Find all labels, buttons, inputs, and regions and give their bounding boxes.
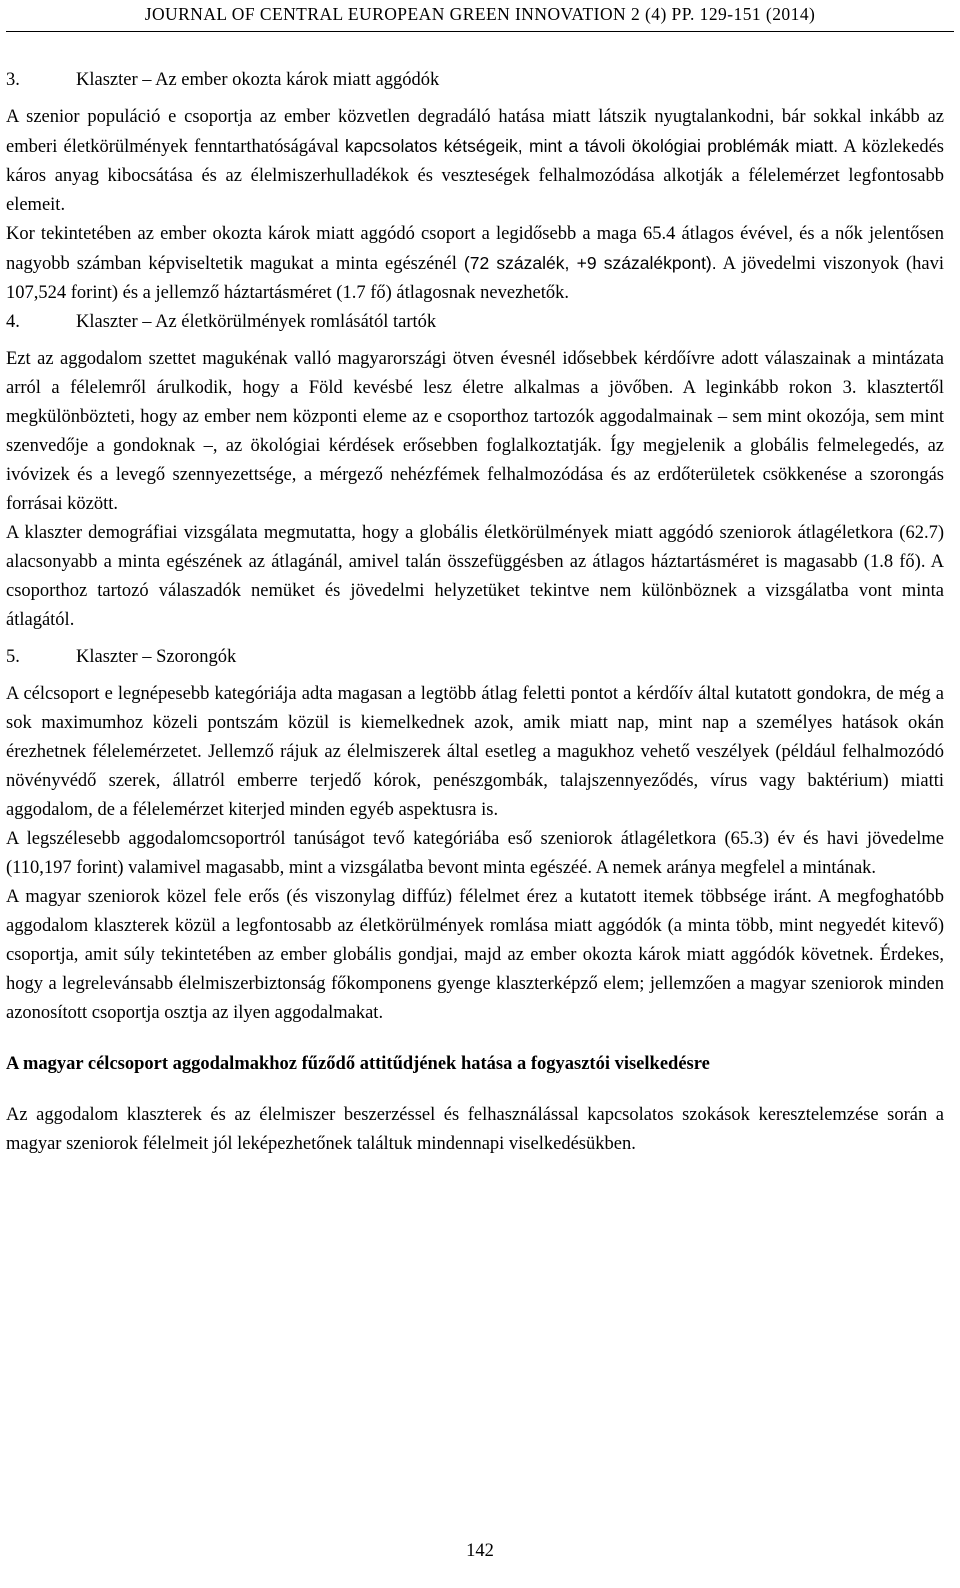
- cluster-3-heading: [6, 66, 944, 95]
- cluster-4-title: Klaszter – Az életkörülmények romlásától tartók: [76, 312, 437, 332]
- cluster-3-p1-sans: kapcsolatos kétségeik, mint a távoli ökológiai problémák miatt.: [345, 136, 839, 156]
- cluster-5-heading: [6, 643, 944, 672]
- page-number: 142: [466, 1541, 494, 1561]
- section-title: A magyar célcsoport aggodalmakhoz fűződő attitűdjének hatása a fogyasztói viselkedésre: [6, 1054, 710, 1074]
- cluster-4-number: 4.: [6, 312, 20, 332]
- cluster-5-paragraph-2: A legszélesebb aggodalomcsoportról tanúságot tevő kategóriába eső szeniorok átlagéletkora (65.3) év és havi jövedelme (110,197 forint) valamivel magasabb, mint a vizsgálatba bevont minta egészéé. A nemek aránya megfelel a mintának.: [6, 829, 944, 878]
- cluster-3-p1-rest: A közlekedés káros anyag kibocsátása és az élelmiszerhulladékok és veszteségek felhalmozódása alkotják a félelemérzet legfontosabb elemeit.: [6, 137, 944, 215]
- cluster-5-paragraph-1: A célcsoport e legnépesebb kategóriája adta magasan a legtöbb átlag feletti pontot a kérdőív által kutatott gondokra, de még a sok maximumhoz közeli pontszám közül is kiemelkednek azok, amik miatt nap, mint nap a személyes hatások okán érezhetnek félelemérzetet. Jellemző rájuk az élelmiszerek által esetleg a magukhoz vehető veszélyek (például felhalmozódó növényvédő szerek, állatról emberre terjedő kórok, penészgombák, talajszennyeződés, vírus vagy baktérium) miatti aggodalom, de a félelemérzet kiterjed minden egyéb aspektusra is.: [6, 684, 944, 820]
- cluster-5-number: 5.: [6, 647, 20, 667]
- cluster-4-heading: [6, 308, 944, 337]
- cluster-3-p2-serif-a: Kor tekintetében az ember okozta károk miatt aggódó csoport a legidősebb a maga 65.4 átlagos évével, és a nők jelentősen nagyobb számban képviseltetik magukat a minta egészénél: [6, 224, 944, 274]
- cluster-5-paragraph-3: A magyar szeniorok közel fele erős (és viszonylag diffúz) félelmet érez a kutatott itemek többsége iránt. A megfoghatóbb aggodalom klaszterek közül a legfontosabb az életkörülmények romlása miatt aggódók (a minta több, mint negyedét kitevő) csoportja, amit súly tekintetében az ember globális gondjai, majd az ember okozta károk miatt aggódók követnek. Érdekes, hogy a legrelevánsabb élelmiszerbiztonság főkomponens gyenge klaszterképző elem; jellemzően a magyar szeniorok minden azonosított csoportja osztja az ilyen aggodalmakat.: [6, 887, 944, 1023]
- cluster-3-p2-sans: (72 százalék, +9 százalékpont).: [463, 253, 717, 273]
- running-header: JOURNAL OF CENTRAL EUROPEAN GREEN INNOVATION 2 (4) PP. 129-151 (2014): [144, 4, 816, 24]
- cluster-3-p1-serif: A szenior populáció e csoportja az ember közvetlen degradáló hatása miatt látszik nyugtalankodni, bár sokkal inkább az emberi életkörülmények fenntarthatóságával: [6, 107, 944, 157]
- cluster-3-title: Klaszter – Az ember okozta károk miatt aggódók: [76, 70, 440, 90]
- cluster-3-number: 3.: [6, 70, 20, 90]
- cluster-3-paragraph-1: [6, 103, 944, 220]
- cluster-4-paragraph-2: A klaszter demográfiai vizsgálata megmutatta, hogy a globális életkörülmények miatt aggódó szeniorok átlagéletkora (62.7) alacsonyabb a minta egészének az átlagánál, amivel talán összefüggésben az átlagos háztartásméret is magasabb (1.8 fő). A csoporthoz tartozó válaszadók nemüket és jövedelmi helyzetüket tekintve nem különböznek a vizsgálatba vont minta átlagától.: [6, 523, 944, 630]
- cluster-5-title: Klaszter – Szorongók: [76, 647, 237, 667]
- cluster-3-paragraph-2: [6, 220, 944, 308]
- header-rule: [6, 31, 954, 32]
- page-body: [6, 66, 944, 1159]
- cluster-4-paragraph-1: Ezt az aggodalom szettet magukénak valló magyarországi ötven évesnél idősebbek kérdőívre adott válaszainak a mintázata arról a félelemről árulkodik, hogy a Föld kevésbé lesz életre alkalmas a jövőben. A leginkább rokon 3. klasztertől megkülönbözteti, hogy az ember nem központi eleme az e csoporthoz tartozók aggodalmainak – sem mint okozója, sem mint szenvedője a gondoknak –, az ökológiai kérdések erősebben foglalkoztatják. Így megjelenik a globális felmelegedés, az ivóvizek és a levegő szennyezettsége, a mérgező nehézfémek felhalmozódása és az erdőterületek csökkenése a szorongás forrásai között.: [6, 349, 944, 514]
- section-paragraph-1: Az aggodalom klaszterek és az élelmiszer beszerzéssel és felhasználással kapcsolatos szokások keresztelemzése során a magyar szeniorok félelmeit jól leképezhetőnek találtuk mindennapi viselkedésükben.: [6, 1105, 944, 1154]
- cluster-3-p2-serif-b: A jövedelmi viszonyok (havi 107,524 forint) és a jellemző háztartásméret (1.7 fő) átlagosnak nevezhetők.: [6, 254, 944, 303]
